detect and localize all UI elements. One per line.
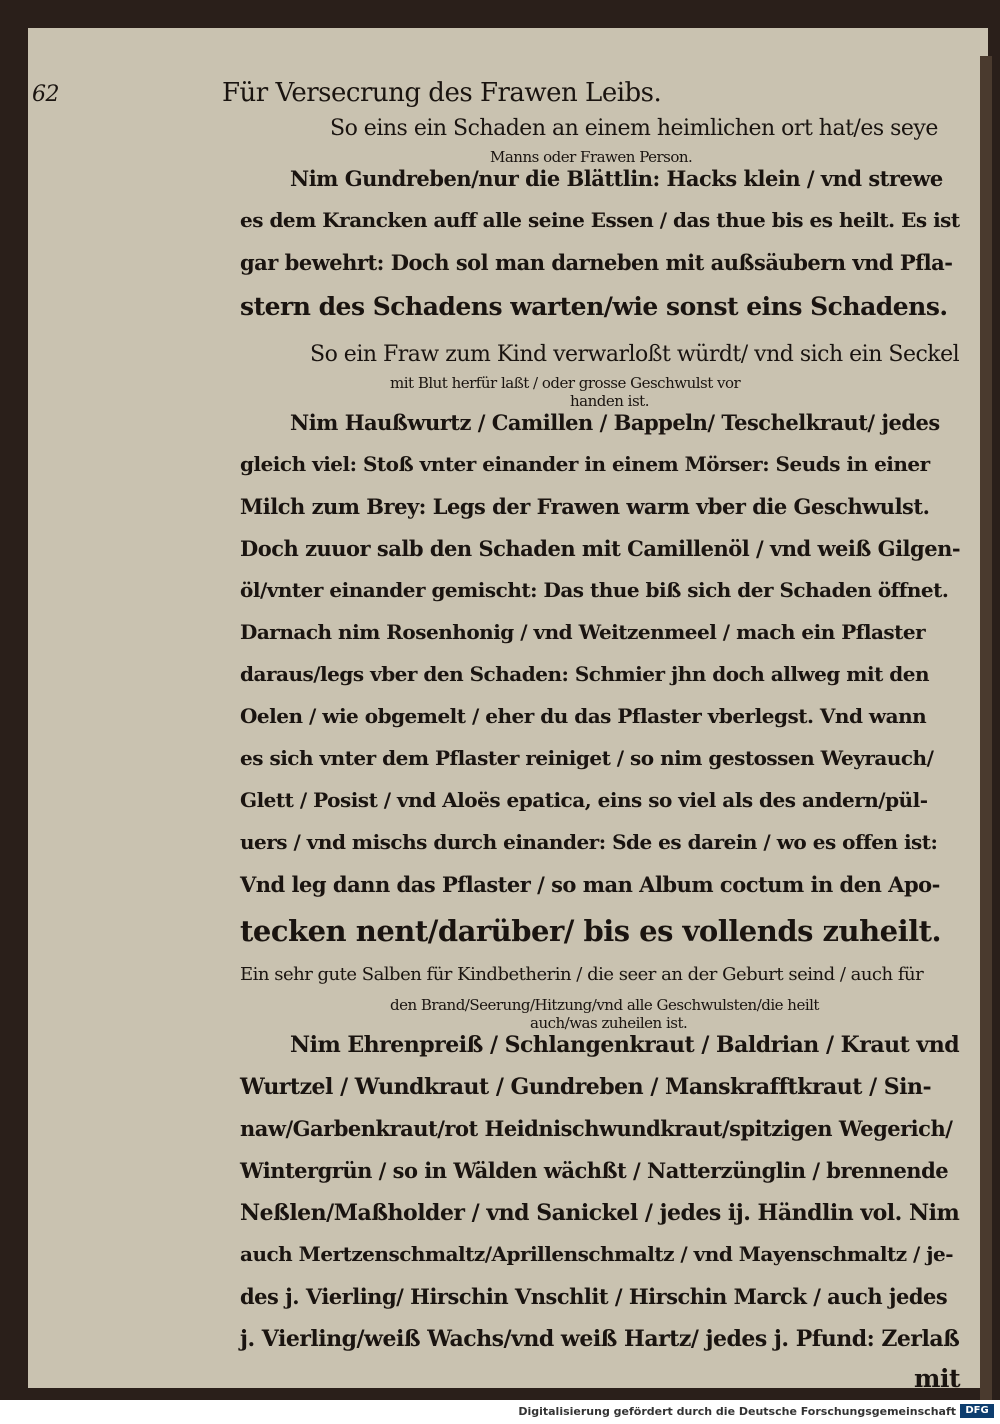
footer-credit: Digitalisierung gefördert durch die Deutsche Forschungsgemeinschaft [518, 1405, 956, 1418]
body-line: Neßlen/Maßholder / vnd Sanickel / jedes ij. Händlin vol. Nim [240, 1200, 960, 1226]
section-heading-sub: handen ist. [570, 392, 649, 410]
body-line: stern des Schadens warten/wie sonst eins Schadens. [240, 292, 948, 321]
section-heading-sub: auch/was zuheilen ist. [530, 1014, 688, 1032]
body-line: Doch zuuor salb den Schaden mit Camillenöl / vnd weiß Gilgen- [240, 536, 961, 561]
page-number: 62 [32, 82, 59, 107]
body-line: Nim Ehrenpreiß / Schlangenkraut / Baldrian / Kraut vnd [290, 1032, 960, 1058]
body-line: Wintergrün / so in Wälden wächßt / Natterzünglin / brennende [240, 1158, 949, 1183]
body-line: es sich vnter dem Pflaster reiniget / so nim gestossen Weyrauch/ [240, 746, 934, 770]
body-line: gleich viel: Stoß vnter einander in einem Mörser: Seuds in einer [240, 452, 930, 476]
page-text [32, 62, 961, 1393]
body-line: j. Vierling/weiß Wachs/vnd weiß Hartz/ jedes j. Pfund: Zerlaß [240, 1326, 960, 1352]
dfg-logo: DFG [960, 1404, 994, 1418]
body-line: Vnd leg dann das Pflaster / so man Album coctum in den Apo- [240, 872, 940, 897]
catchword: mit [914, 1364, 960, 1393]
section-heading: Ein sehr gute Salben für Kindbetherin / die seer an der Geburt seind / auch für [240, 964, 924, 985]
page-binding-edge [980, 56, 992, 1416]
body-line: des j. Vierling/ Hirschin Vnschlit / Hirschin Marck / auch jedes [240, 1284, 948, 1309]
body-line: Oelen / wie obgemelt / eher du das Pflaster vberlegst. Vnd wann [240, 704, 927, 728]
section-heading-sub: Manns oder Frawen Person. [490, 148, 693, 166]
body-line: Nim Haußwurtz / Camillen / Bappeln/ Teschelkraut/ jedes [290, 410, 940, 435]
body-line: Glett / Posist / vnd Aloës epatica, eins so viel als des andern/pül- [240, 788, 928, 812]
section-heading: So ein Fraw zum Kind verwarloßt würdt/ vnd sich ein Seckel [310, 342, 960, 367]
body-line: Nim Gundreben/nur die Blättlin: Hacks klein / vnd strewe [290, 166, 943, 191]
body-line: Wurtzel / Wundkraut / Gundreben / Manskrafftkraut / Sin- [240, 1074, 932, 1100]
body-line: auch Mertzenschmaltz/Aprillenschmaltz / vnd Mayenschmaltz / je- [240, 1242, 954, 1266]
running-head: Für Versecrung des Frawen Leibs. [222, 78, 662, 108]
body-line: daraus/legs vber den Schaden: Schmier jhn doch allweg mit den [240, 662, 930, 686]
body-line: es dem Krancken auff alle seine Essen / das thue bis es heilt. Es ist [240, 208, 960, 232]
section-heading: So eins ein Schaden an einem heimlichen ort hat/es seye [330, 116, 938, 141]
body-line: öl/vnter einander gemischt: Das thue biß sich der Schaden öffnet. [240, 578, 949, 602]
footer-bar [0, 1400, 1000, 1424]
body-line: tecken nent/darüber/ bis es vollends zuheilt. [240, 914, 942, 948]
section-heading-sub: den Brand/Seerung/Hitzung/vnd alle Geschwulsten/die heilt [390, 996, 819, 1014]
body-line: Darnach nim Rosenhonig / vnd Weitzenmeel / mach ein Pflaster [240, 620, 926, 644]
body-line: Milch zum Brey: Legs der Frawen warm vber die Geschwulst. [240, 494, 930, 519]
body-line: uers / vnd mischs durch einander: Sdе es darein / wo es offen ist: [240, 830, 938, 854]
body-line: naw/Garbenkraut/rot Heidnischwundkraut/spitzigen Wegerich/ [240, 1116, 953, 1141]
section-heading-sub: mit Blut herfür laßt / oder grosse Geschwulst vor [390, 374, 741, 392]
body-line: gar bewehrt: Doch sol man darneben mit außsäubern vnd Pfla- [240, 250, 953, 275]
